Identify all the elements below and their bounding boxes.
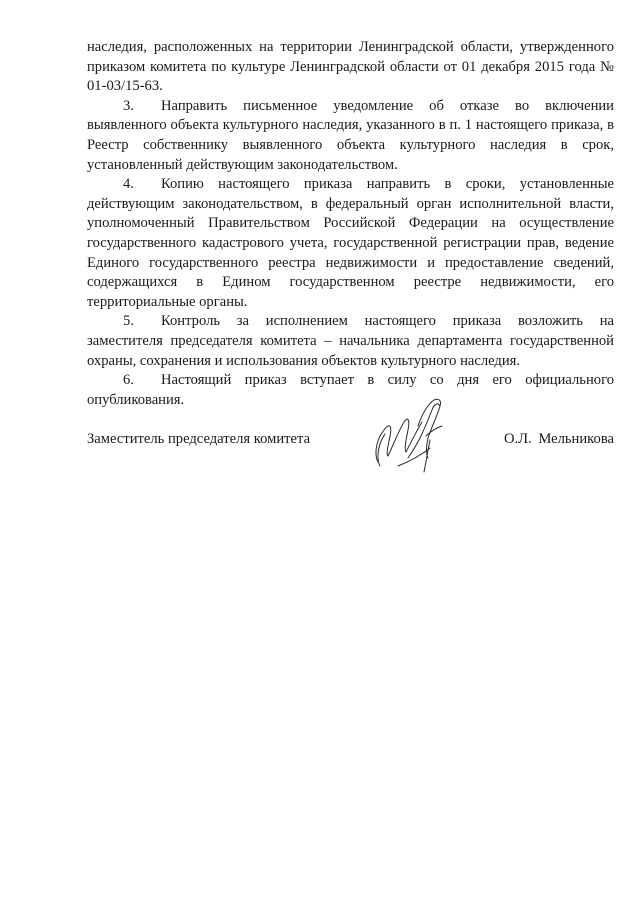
list-item-text: Контроль за исполнением настоящего приказа возложить на заместителя председателя комитета – начальника департамента государственной охраны, сохранения и использования объектов культурного наследия. <box>87 313 614 369</box>
continuation-paragraph: наследия, расположенных на территории Ленинградской области, утвержденного приказом комитета по культуре Ленинградской области от 01 декабря 2015 года № 01-03/15-63. <box>87 39 614 95</box>
list-item-number: 4. <box>123 176 134 193</box>
list-item-text: Направить письменное уведомление об отказе во включении выявленного объекта культурного наследия, указанного в п. 1 настоящего приказа, в Реестр собственнику выявленного объекта культурного наследия в срок, установленный действующим законодательством. <box>87 97 614 173</box>
signature-block <box>87 430 614 454</box>
list-item-number: 5. <box>123 313 134 330</box>
list-item-number: 3. <box>123 97 134 114</box>
list-item-3 <box>87 97 614 175</box>
signatory-name: О.Л. Мельникова <box>503 431 614 447</box>
list-item-5 <box>87 312 614 371</box>
list-item-text: Копию настоящего приказа направить в сроки, установленные действующим законодательством, в федеральный орган исполнительной власти, уполномоченный Правительством Российской Федерации на осуществление государственного кадастрового учета, государственной регистрации прав, ведение Единого государственного реестра недвижимости и предоставление сведений, содержащихся в Едином государственном реестре недвижимости, его территориальные органы. <box>87 176 614 310</box>
list-item-number: 6. <box>123 372 134 389</box>
document-body <box>87 38 614 410</box>
list-item-text: Настоящий приказ вступает в силу со дня его официального опубликования. <box>87 372 614 408</box>
list-item-6 <box>87 371 614 410</box>
signatory-position: Заместитель председателя комитета <box>87 431 311 447</box>
list-item-4 <box>87 175 614 312</box>
